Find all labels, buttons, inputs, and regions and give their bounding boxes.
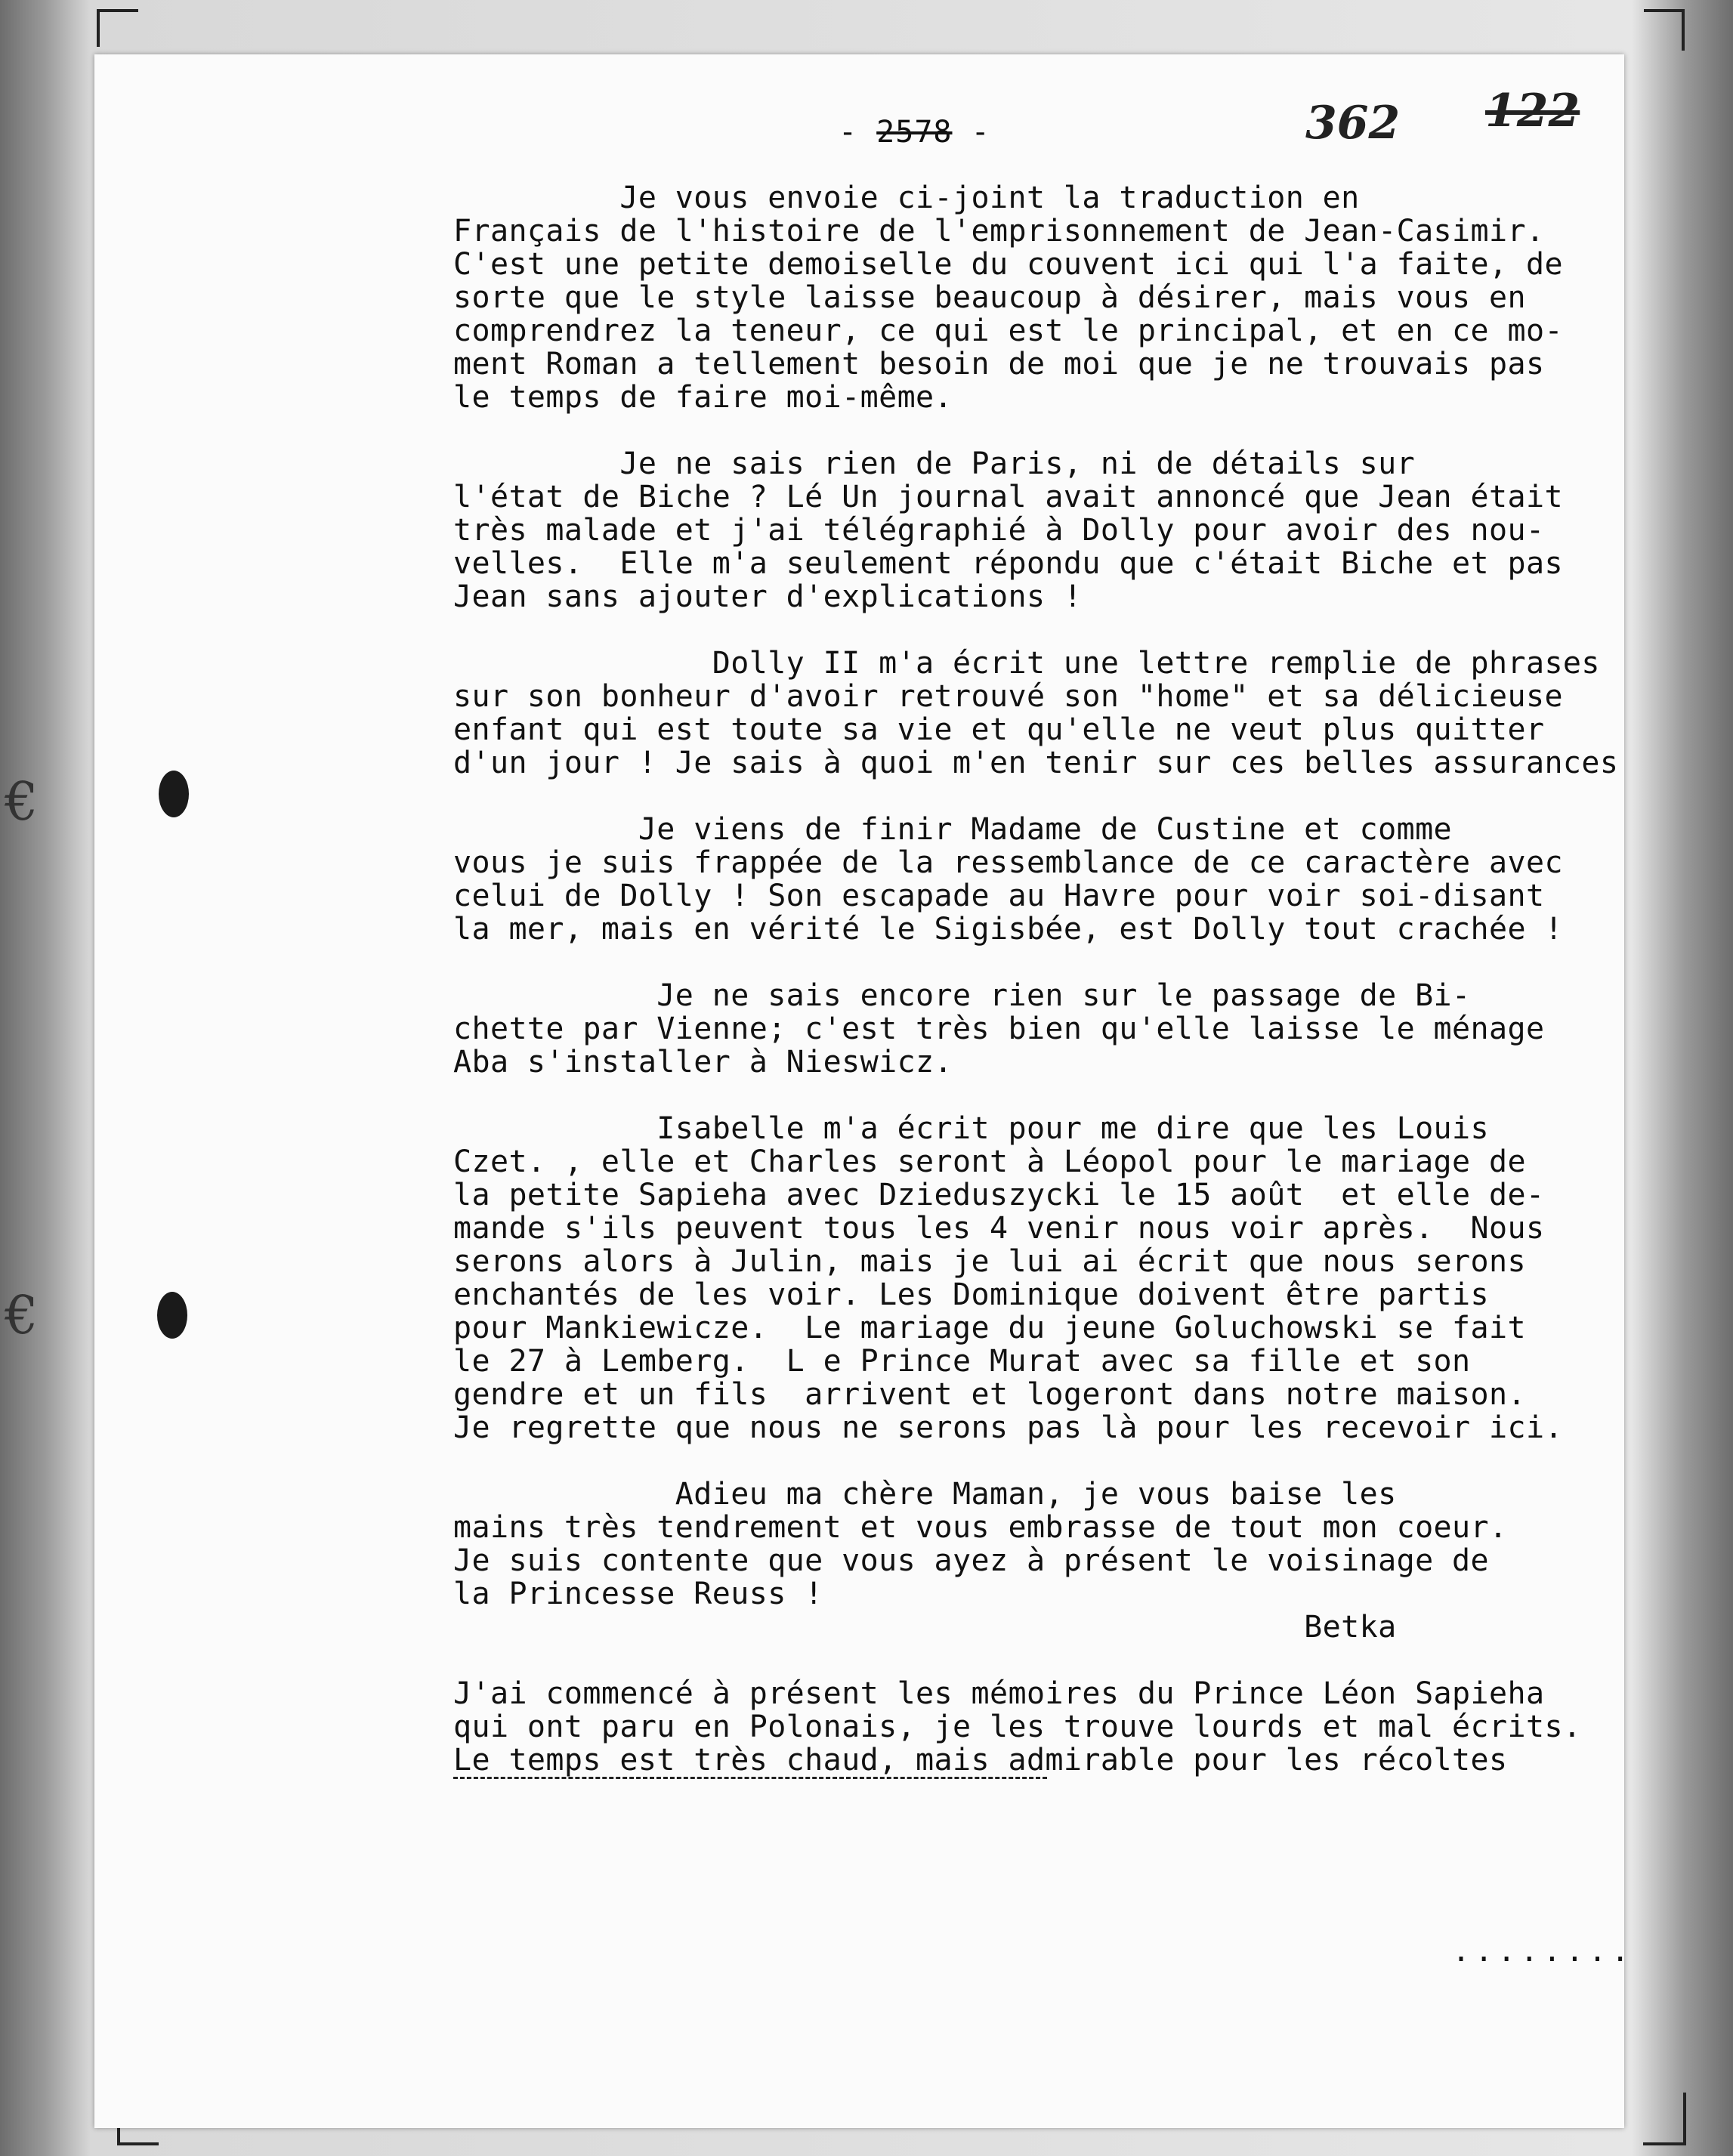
text-line: Adieu ma chère Maman, je vous baise les	[453, 1477, 1397, 1512]
text-line: enchantés de les voir. Les Dominique doivent être partis	[453, 1277, 1489, 1312]
text-line: Le temps est très chaud, mais admirable pour les récoltes	[453, 1743, 1508, 1778]
text-line: le temps de faire moi-même.	[453, 380, 953, 415]
crop-mark-top-right	[1682, 9, 1685, 51]
crop-mark-top-left-h	[97, 9, 138, 12]
page-number-suffix: -	[952, 115, 990, 150]
handwritten-number-right: 122	[1485, 85, 1580, 137]
text-line: ment Roman a tellement besoin de moi que je ne trouvais pas	[453, 347, 1545, 381]
paragraph	[453, 813, 1692, 946]
text-line: Aba s'installer à Nieswicz.	[453, 1045, 953, 1080]
text-line: très malade et j'ai télégraphié à Dolly pour avoir des nou-	[453, 513, 1545, 548]
text-line: la petite Sapieha avec Dzieduszycki le 15 août et elle de-	[453, 1178, 1545, 1212]
crop-mark-bottom-right	[1683, 2093, 1686, 2145]
text-line: l'état de Biche ? Lé Un journal avait annoncé que Jean était	[453, 480, 1563, 514]
text-line: Je suis contente que vous ayez à présent le voisinage de	[453, 1543, 1489, 1578]
text-line: serons alors à Julin, mais je lui ai écrit que nous serons	[453, 1244, 1526, 1279]
text-line: enfant qui est toute sa vie et qu'elle ne veut plus quitter	[453, 712, 1545, 747]
text-line: gendre et un fils arrivent et logeront dans notre maison.	[453, 1377, 1526, 1412]
page-number	[839, 115, 990, 150]
paragraph	[453, 979, 1692, 1079]
paragraph	[453, 447, 1692, 613]
text-line: Dolly II m'a écrit une lettre remplie de phrases	[453, 646, 1600, 681]
text-line: Isabelle m'a écrit pour me dire que les Louis	[453, 1111, 1489, 1146]
text-line: le 27 à Lemberg. L e Prince Murat avec sa fille et son	[453, 1344, 1471, 1379]
text-line: chette par Vienne; c'est très bien qu'elle laisse le ménage	[453, 1012, 1545, 1046]
handwritten-number-left: 362	[1305, 97, 1401, 150]
paragraph	[453, 1112, 1692, 1444]
text-line: la Princesse Reuss !	[453, 1577, 823, 1611]
paragraph	[453, 181, 1692, 414]
page-number-struck: 2578	[876, 115, 953, 150]
text-line: celui de Dolly ! Son escapade au Havre pour voir soi-disant	[453, 879, 1545, 913]
text-line: Je ne sais rien de Paris, ni de détails sur	[453, 446, 1416, 481]
postscript	[453, 1677, 1692, 1777]
binder-ring-icon: €	[5, 771, 39, 832]
text-line: d'un jour ! Je sais à quoi m'en tenir sur ces belles assurances	[453, 746, 1619, 780]
letter-body	[453, 181, 1692, 1777]
signature: Betka	[453, 1610, 1397, 1645]
page-number-prefix: -	[839, 115, 877, 150]
text-line: pour Mankiewicze. Le mariage du jeune Goluchowski se fait	[453, 1311, 1526, 1345]
text-line: la mer, mais en vérité le Sigisbée, est Dolly tout crachée !	[453, 912, 1563, 947]
text-line: velles. Elle m'a seulement répondu que c'était Biche et pas	[453, 546, 1563, 581]
text-line: Czet. , elle et Charles seront à Léopol pour le mariage de	[453, 1144, 1526, 1179]
text-line: C'est une petite demoiselle du couvent ici qui l'a faite, de	[453, 247, 1563, 282]
crop-mark-top-left	[97, 9, 100, 47]
crop-mark-bottom-left-h	[117, 2142, 159, 2145]
text-line: Jean sans ajouter d'explications !	[453, 579, 1083, 614]
text-line: mande s'ils peuvent tous les 4 venir nous voir après. Nous	[453, 1211, 1545, 1246]
dashed-rule	[453, 1777, 1047, 1779]
text-line: comprendrez la teneur, ce qui est le principal, et en ce mo-	[453, 314, 1563, 348]
text-line: Français de l'histoire de l'emprisonnement de Jean-Casimir.	[453, 214, 1545, 249]
punch-hole-icon	[157, 1292, 187, 1339]
text-line: sur son bonheur d'avoir retrouvé son "home" et sa délicieuse	[453, 679, 1563, 714]
text-line: Je viens de finir Madame de Custine et comme	[453, 812, 1453, 847]
text-line: Je vous envoie ci-joint la traduction en	[453, 181, 1360, 215]
text-line: qui ont paru en Polonais, je les trouve lourds et mal écrits.	[453, 1710, 1582, 1744]
crop-mark-bottom-right-h	[1643, 2142, 1686, 2145]
crop-mark-top-right-h	[1644, 9, 1685, 12]
text-line: J'ai commencé à présent les mémoires du Prince Léon Sapieha	[453, 1676, 1545, 1711]
text-line: mains très tendrement et vous embrasse de tout mon coeur.	[453, 1510, 1508, 1545]
text-line: Je ne sais encore rien sur le passage de Bi-	[453, 978, 1471, 1013]
paragraph	[453, 647, 1692, 780]
binder-ring-icon: €	[5, 1284, 39, 1346]
continuation-dots: ........	[1452, 1934, 1634, 1969]
punch-hole-icon	[159, 771, 189, 817]
paragraph	[453, 1478, 1692, 1611]
text-line: Je regrette que nous ne serons pas là pour les recevoir ici.	[453, 1410, 1563, 1445]
text-line: vous je suis frappée de la ressemblance de ce caractère avec	[453, 845, 1563, 880]
text-line: sorte que le style laisse beaucoup à désirer, mais vous en	[453, 280, 1526, 315]
